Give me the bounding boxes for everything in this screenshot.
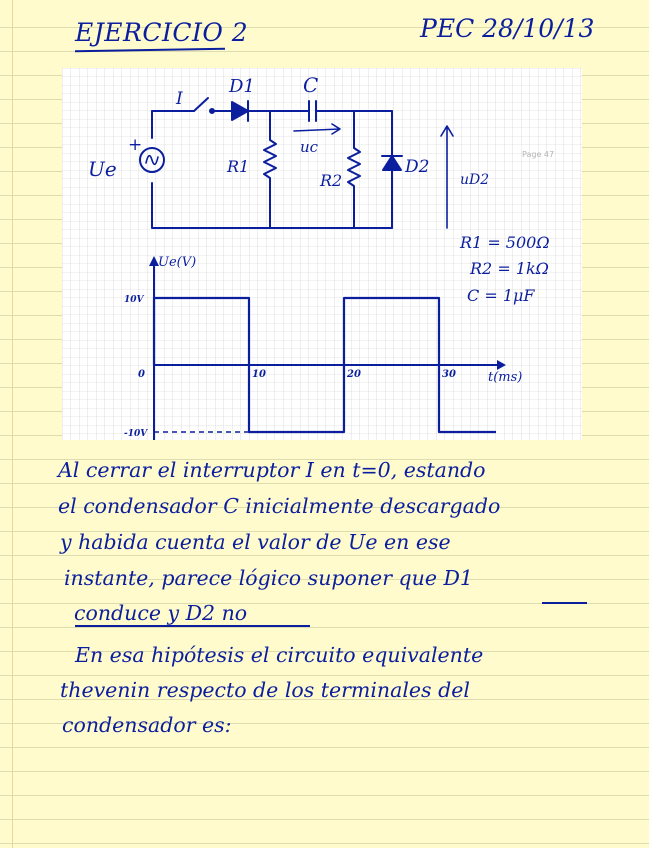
x-axis-label: t(ms) [488,370,523,385]
diode-d2-label: D2 [405,157,430,177]
exercise-title: EJERCICIO 2 [75,18,249,47]
page-margin-line [12,0,13,848]
title-underline [75,48,225,53]
x-tick-label: 20 [347,369,361,380]
param-r2: R2 = 1kΩ [470,259,549,278]
source-plus-sign: + [128,135,143,155]
note-line-8: condensador es: [62,713,232,737]
capacitor-voltage-label: uc [300,138,319,156]
circuit-and-waveform-figure [62,68,582,440]
note-line-7: thevenin respecto de los terminales del [60,678,470,702]
resistor-r2-label: R2 [320,171,343,190]
note-line-4: instante, parece lógico suponer que D1 [64,566,473,590]
note-underline-d1 [542,602,587,604]
y-axis-label: Ue(V) [158,255,197,270]
param-c: C = 1μF [467,286,535,305]
x-tick-label: 0 [138,369,145,380]
diode-d2-voltage-label: uD2 [460,172,490,188]
resistor-r1-label: R1 [227,157,250,176]
param-r1: R1 = 500Ω [460,233,550,252]
note-line-5: conduce y D2 no [74,601,248,625]
diode-d1-label: D1 [229,76,255,97]
source-label: Ue [88,157,117,181]
exam-date-note: PEC 28/10/13 [420,14,595,43]
note-line-1: Al cerrar el interruptor I en t=0, estando [58,458,486,482]
page-watermark: Page 47 [522,150,555,159]
note-line-2: el condensador C inicialmente descargado [58,494,501,518]
y-tick-label: -10V [124,429,148,439]
capacitor-label: C [303,73,319,97]
switch-label: I [176,89,183,109]
x-tick-label: 30 [442,369,456,380]
note-line-6: En esa hipótesis el circuito equivalente [75,643,484,667]
x-tick-label: 10 [252,369,266,380]
figure-svg [62,68,582,440]
y-tick-label: 10V [124,295,144,305]
note-underline-conclusion [75,625,310,627]
note-line-3: y habida cuenta el valor de Ue en ese [60,530,451,554]
